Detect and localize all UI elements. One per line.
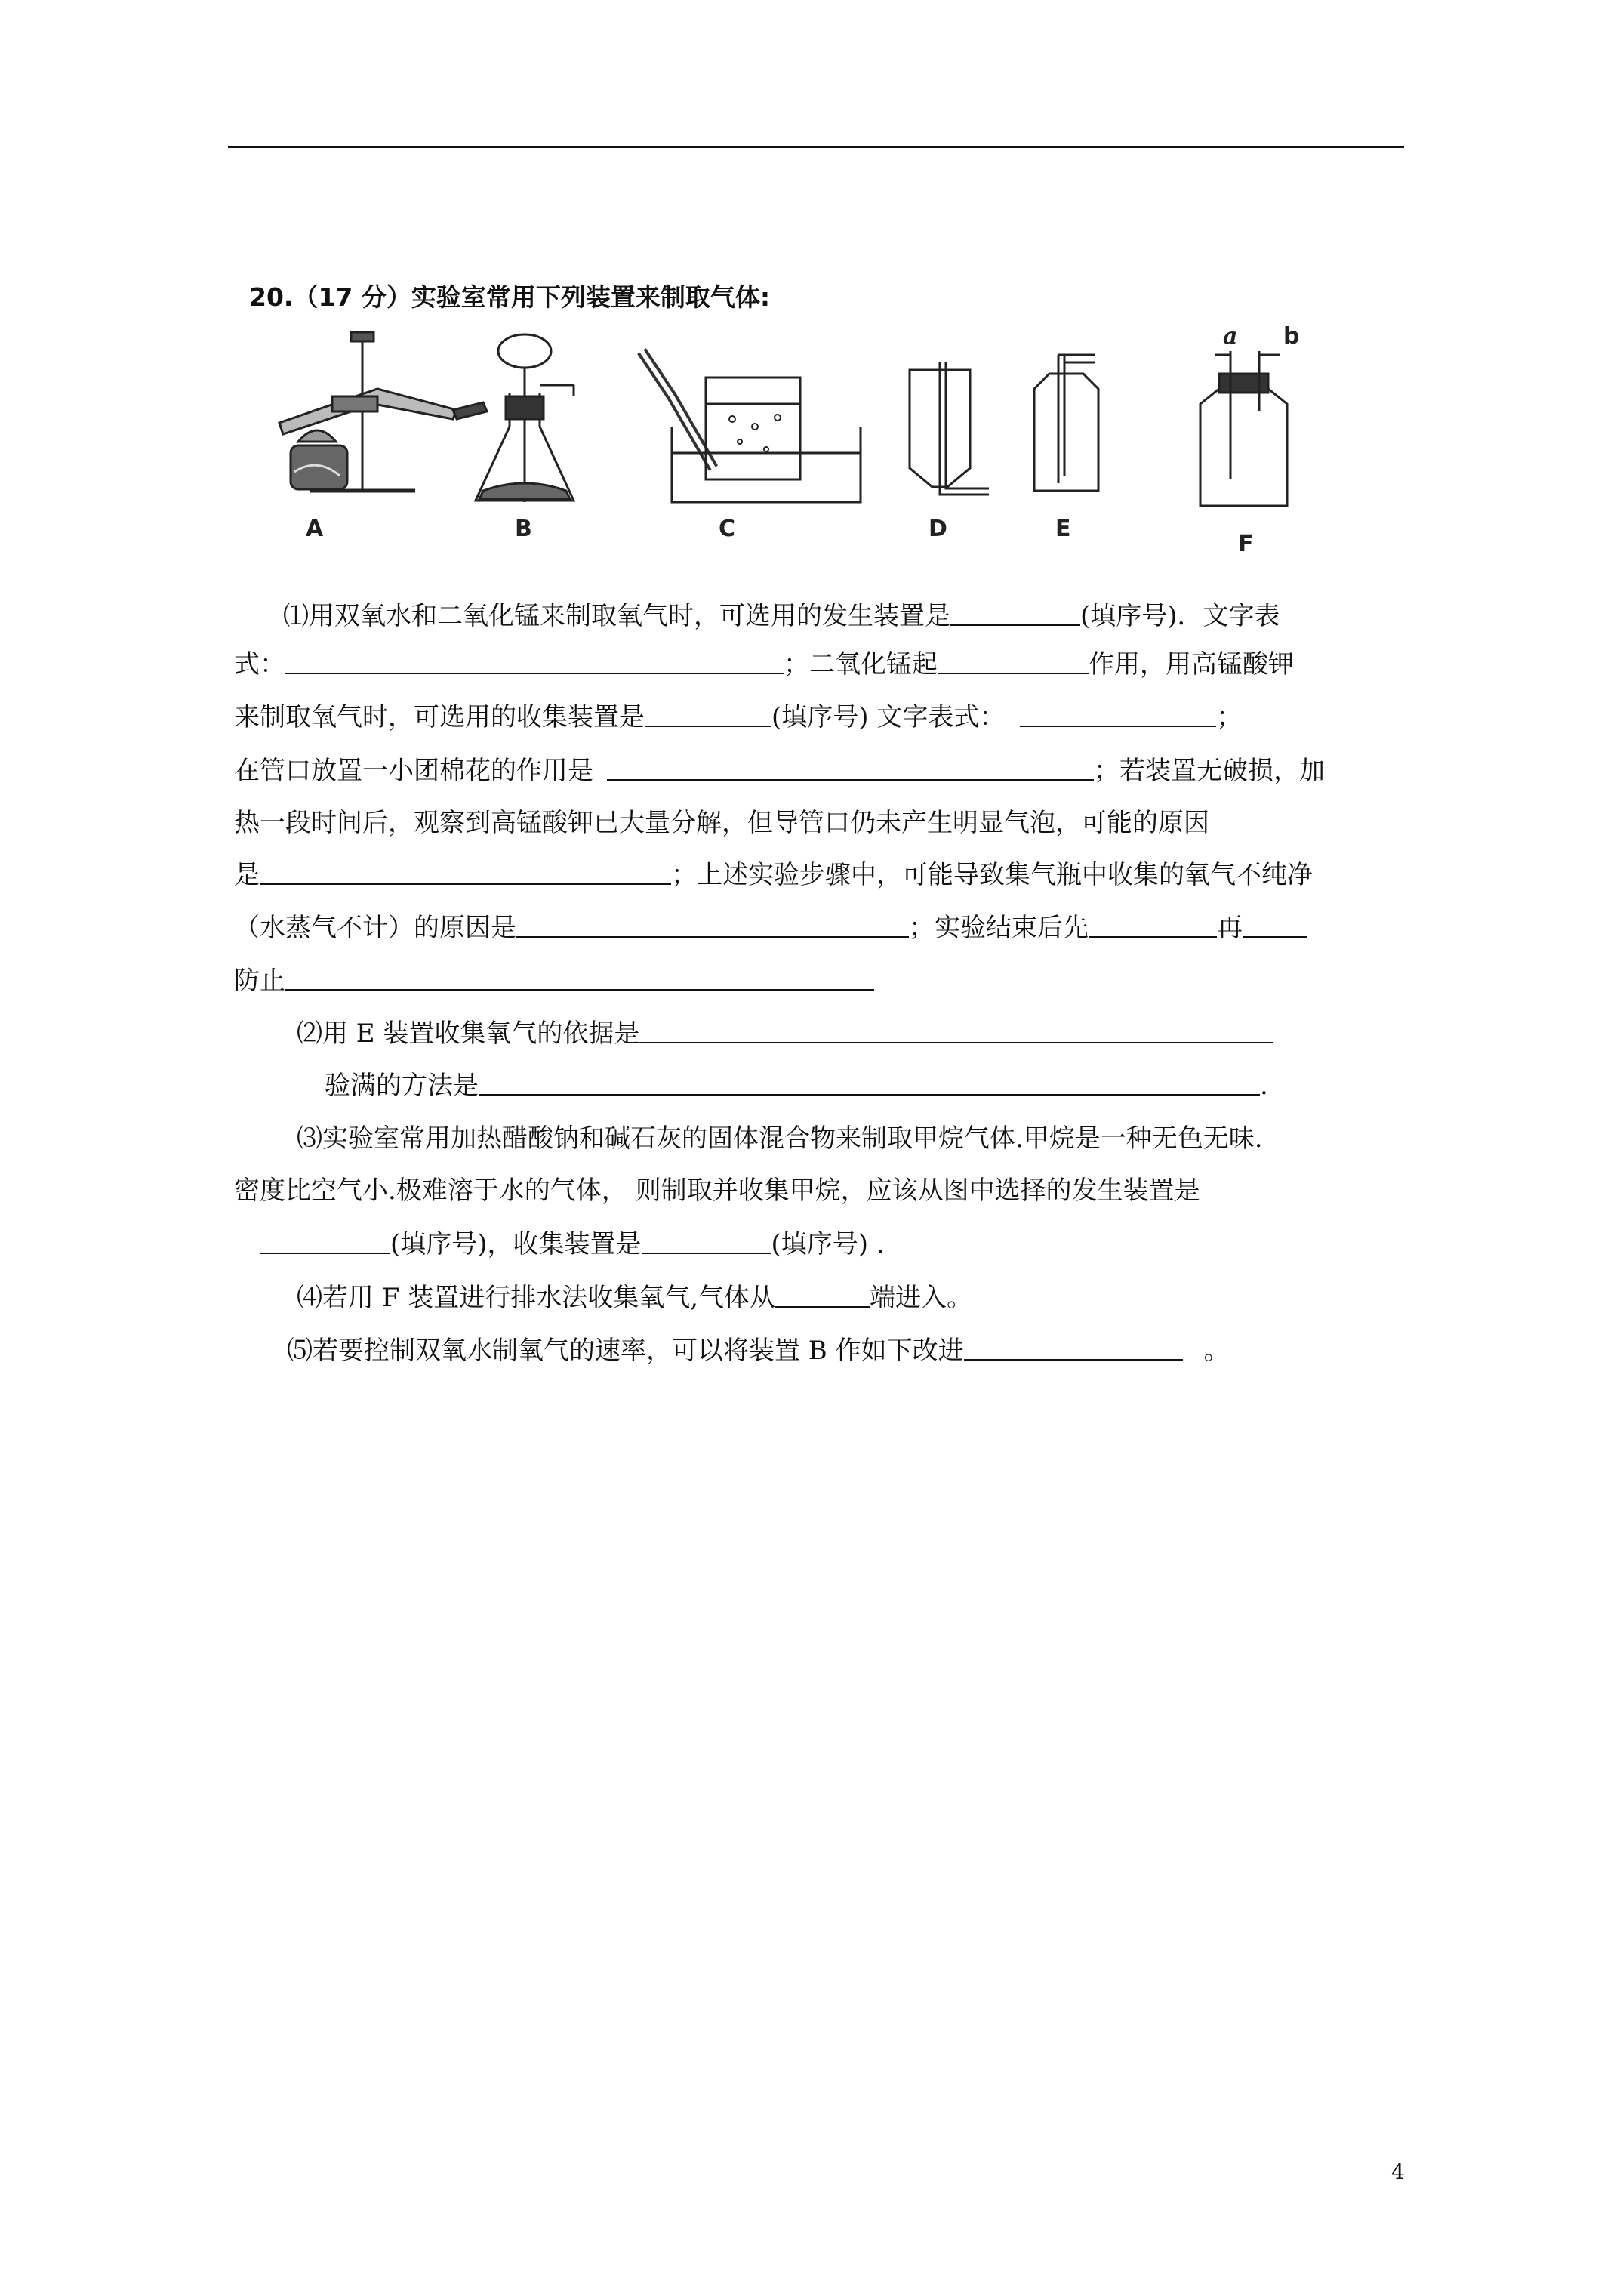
label-c: C [719,516,736,542]
answer-blank[interactable] [607,755,1094,781]
port-a-label: a [1223,323,1238,350]
apparatus-f [1200,323,1299,555]
answer-blank[interactable] [950,600,1080,626]
text-segment: ；实验结束后先 [909,913,1089,943]
text-segment: (填序号)，收集装置是 [390,1229,642,1259]
text-segment: (填序号) . [771,1229,885,1259]
text-segment: 式： [234,649,285,680]
text-segment: 来制取氧气时，可选用的收集装置是 [234,702,645,732]
apparatus-e [1034,355,1098,542]
text-segment: 密度比空气小.极难溶于水的气体， 则制取并收集甲烷，应该从图中选择的发生装置是 [234,1176,1200,1206]
label-f: F [1238,531,1254,555]
text-segment: (填序号)．文字表 [1080,601,1280,631]
answer-blank[interactable] [285,649,784,674]
text-segment: 验满的方法是 [325,1071,479,1101]
text-segment: ⑸若要控制双氧水制氧气的速率，可以将装置 B 作如下改进 [287,1336,964,1366]
text-segment: 防止 [234,966,285,996]
q1-line4 [234,753,1325,789]
text-segment: 端进入。 [870,1283,973,1313]
text-segment: ⑵用 E 装置收集氧气的依据是 [297,1019,640,1049]
answer-blank[interactable] [1243,912,1307,938]
question-title: 20.（17 分）实验室常用下列装置来制取气体: [249,282,771,312]
apparatus-figure [264,321,1336,555]
q1-line1 [283,598,1280,634]
q4-line1 [297,1280,972,1316]
text-segment: ⑴用双氧水和二氧化锰来制取氧气时，可选用的发生装置是 [283,601,950,631]
q2-line2 [325,1068,1268,1104]
apparatus-b [476,334,574,542]
answer-blank[interactable] [775,1282,870,1308]
q1-line5 [234,805,1209,841]
page-number: 4 [1391,2159,1405,2184]
label-d: D [929,516,947,542]
text-segment: . [1260,1071,1268,1101]
answer-blank[interactable] [1089,912,1217,938]
answer-blank[interactable] [964,1335,1183,1361]
text-segment: ；二氧化锰起 [784,649,938,680]
text-segment: ⑷若用 F 装置进行排水法收集氧气,气体从 [297,1283,776,1313]
q3-line3 [260,1226,885,1262]
answer-blank[interactable] [516,912,909,938]
text-segment: 热一段时间后，观察到高锰酸钾已大量分解，但导管口仍未产生明显气泡，可能的原因 [234,808,1209,838]
text-segment: ；上述实验步骤中，可能导致集气瓶中收集的氧气不纯净 [671,860,1313,890]
answer-blank[interactable] [938,649,1089,674]
q3-line2 [234,1173,1200,1209]
text-segment: ；若装置无破损，加 [1094,756,1325,786]
text-segment: 再 [1217,913,1243,943]
text-segment: ； [1216,702,1243,732]
header-rule [228,146,1404,148]
answer-blank[interactable] [260,859,671,885]
label-a: A [306,516,324,542]
q1-line7 [234,910,1307,946]
answer-blank[interactable] [639,1018,1273,1043]
label-e: E [1055,516,1071,542]
port-b-label: b [1283,323,1300,350]
text-segment: 作用，用高锰酸钾 [1089,649,1294,680]
text-segment: (填序号) 文字表式： [771,702,1006,732]
answer-blank[interactable] [479,1070,1260,1096]
answer-blank[interactable] [642,1228,771,1254]
text-segment: 。 [1203,1336,1230,1366]
q5-line1 [287,1333,1230,1369]
apparatus-c [642,351,861,542]
q1-line8 [234,963,874,999]
text-segment: （水蒸气不计）的原因是 [234,913,516,943]
answer-blank[interactable] [1020,701,1216,727]
apparatus-d [910,362,989,542]
answer-blank[interactable] [260,1228,390,1254]
q3-line1 [297,1120,1263,1157]
q1-line2 [234,646,1294,683]
text-segment: 是 [234,860,260,890]
answer-blank[interactable] [285,965,874,991]
q1-line6 [234,857,1313,893]
answer-blank[interactable] [645,701,771,727]
apparatus-a [279,332,487,542]
label-b: B [515,516,532,542]
text-segment: ⑶实验室常用加热醋酸钠和碱石灰的固体混合物来制取甲烷气体.甲烷是一种无色无味. [297,1123,1263,1154]
q1-line3 [234,699,1242,735]
q2-line1 [297,1015,1273,1052]
text-segment: 在管口放置一小团棉花的作用是 [234,756,593,786]
